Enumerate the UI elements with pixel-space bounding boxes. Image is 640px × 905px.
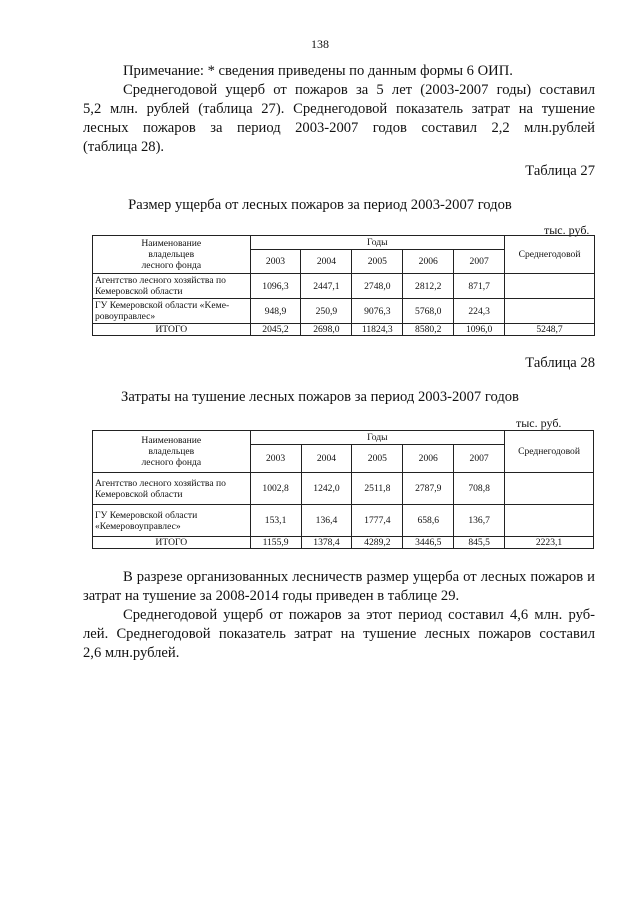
header-name-line: владельцев xyxy=(148,249,195,260)
row-name-line: ГУ Кемеровской области «Keме- xyxy=(95,300,230,311)
year-header: 2003 xyxy=(250,250,301,274)
cell-value: 2447,1 xyxy=(301,274,352,299)
intro-paragraph xyxy=(83,81,595,157)
year-header: 2006 xyxy=(403,445,454,473)
cell-value: 2812,2 xyxy=(403,274,454,299)
cell-value: 871,7 xyxy=(454,274,505,299)
table28-label: Таблица 28 xyxy=(525,355,595,371)
cell-value: 948,9 xyxy=(250,299,301,324)
year-header: 2004 xyxy=(301,250,352,274)
year-header: 2003 xyxy=(250,445,301,473)
header-avg: Среднегодовой xyxy=(505,236,595,274)
cell-avg xyxy=(505,505,594,537)
year-header: 2006 xyxy=(403,250,454,274)
table28-title: Затраты на тушение лесных пожаров за период 2003-2007 годов xyxy=(121,389,519,405)
cell-value: 1002,8 xyxy=(250,473,301,505)
cell-value: 11824,3 xyxy=(352,324,403,336)
table27 xyxy=(92,235,595,336)
cell-value: 658,6 xyxy=(403,505,454,537)
outro-line: Среднегодовой ущерб от пожаров за этот период составил 4,6 млн. руб- xyxy=(123,607,595,623)
outro-line: лей. Среднегодовой показатель затрат на тушение лесных пожаров составил xyxy=(83,626,595,642)
cell-value: 5768,0 xyxy=(403,299,454,324)
cell-value: 2511,8 xyxy=(352,473,403,505)
table-row xyxy=(93,274,595,299)
header-name-line: лесного фонда xyxy=(141,260,202,271)
year-header: 2007 xyxy=(454,445,505,473)
cell-value: 4289,2 xyxy=(352,537,403,549)
row-name xyxy=(93,274,251,299)
row-name-line: ГУ Кемеровской области xyxy=(95,509,198,521)
cell-value: 2698,0 xyxy=(301,324,352,336)
cell-avg xyxy=(505,274,595,299)
cell-value: 8580,2 xyxy=(403,324,454,336)
cell-avg xyxy=(505,473,594,505)
row-name: ИТОГО xyxy=(93,324,251,336)
row-name xyxy=(93,473,251,505)
row-name: ИТОГО xyxy=(93,537,251,549)
outro-line: затрат на тушение за 2008-2014 годы приведен в таблице 29. xyxy=(83,588,460,604)
year-header: 2005 xyxy=(352,250,403,274)
table28-unit: тыс. руб. xyxy=(516,416,562,430)
cell-value: 136,4 xyxy=(301,505,352,537)
header-name-line: лесного фонда xyxy=(141,457,202,468)
cell-value: 250,9 xyxy=(301,299,352,324)
cell-value: 9076,3 xyxy=(352,299,403,324)
note-paragraph xyxy=(83,62,595,81)
table28 xyxy=(92,430,594,549)
table27-title: Размер ущерба от лесных пожаров за период 2003-2007 годов xyxy=(128,197,512,213)
cell-value: 2748,0 xyxy=(352,274,403,299)
row-name-line: «Кемеровоуправлес» xyxy=(95,520,181,532)
header-name-line: Наименование xyxy=(141,238,202,249)
year-header: 2004 xyxy=(301,445,352,473)
intro-line: Среднегодовой ущерб от пожаров за 5 лет (2003-2007 годы) составил xyxy=(123,82,595,98)
intro-line: (таблица 28). xyxy=(83,139,165,155)
header-name-cell xyxy=(93,431,251,473)
row-name xyxy=(93,505,251,537)
table-row-total xyxy=(93,324,595,336)
cell-avg: 2223,1 xyxy=(505,537,594,549)
table-row xyxy=(93,473,594,505)
cell-value: 845,5 xyxy=(454,537,505,549)
cell-value: 708,8 xyxy=(454,473,505,505)
header-name-line: владельцев xyxy=(148,446,195,457)
row-name-line: Агентство лесного хозяйства по xyxy=(95,275,226,286)
outro-paragraph-1 xyxy=(83,568,595,606)
cell-value: 153,1 xyxy=(250,505,301,537)
header-name-cell xyxy=(93,236,251,274)
cell-value: 1096,3 xyxy=(250,274,301,299)
header-name-line: Наименование xyxy=(141,435,202,446)
outro-line: В разрезе организованных лесничеств размер ущерба от лесных пожаров и xyxy=(123,569,595,585)
cell-value: 1777,4 xyxy=(352,505,403,537)
table-row xyxy=(93,505,594,537)
row-name-line: ровоуправлес» xyxy=(95,311,156,322)
header-years-group: Годы xyxy=(250,431,504,445)
table27-unit: тыс. руб. xyxy=(544,223,590,237)
cell-value: 224,3 xyxy=(454,299,505,324)
row-name xyxy=(93,299,251,324)
header-years-group: Годы xyxy=(250,236,505,250)
note-line: Примечание: * сведения приведены по данным формы 6 ОИП. xyxy=(123,63,513,79)
cell-value: 1378,4 xyxy=(301,537,352,549)
intro-line: лесных пожаров за период 2003-2007 годов составил 2,2 млн.рублей xyxy=(83,120,595,136)
cell-avg xyxy=(505,299,595,324)
row-name-line: Кемеровской области xyxy=(95,286,183,297)
row-name-line: Кемеровской области xyxy=(95,488,183,500)
row-name-line: Агентство лесного хозяйства по xyxy=(95,477,226,489)
outro-line: 2,6 млн.рублей. xyxy=(83,645,180,661)
intro-line: 5,2 млн. рублей (таблица 27). Среднегодовой показатель затрат на тушение xyxy=(83,101,595,117)
cell-value: 2787,9 xyxy=(403,473,454,505)
cell-value: 2045,2 xyxy=(250,324,301,336)
cell-value: 136,7 xyxy=(454,505,505,537)
year-header: 2007 xyxy=(454,250,505,274)
table-row xyxy=(93,299,595,324)
year-header: 2005 xyxy=(352,445,403,473)
cell-value: 1096,0 xyxy=(454,324,505,336)
cell-value: 1242,0 xyxy=(301,473,352,505)
header-avg: Среднегодовой xyxy=(505,431,594,473)
outro-paragraph-2 xyxy=(83,606,595,663)
page-number: 138 xyxy=(311,37,329,51)
table27-label: Таблица 27 xyxy=(525,163,595,179)
cell-value: 3446,5 xyxy=(403,537,454,549)
cell-value: 1155,9 xyxy=(250,537,301,549)
table-row-total xyxy=(93,537,594,549)
cell-avg: 5248,7 xyxy=(505,324,595,336)
